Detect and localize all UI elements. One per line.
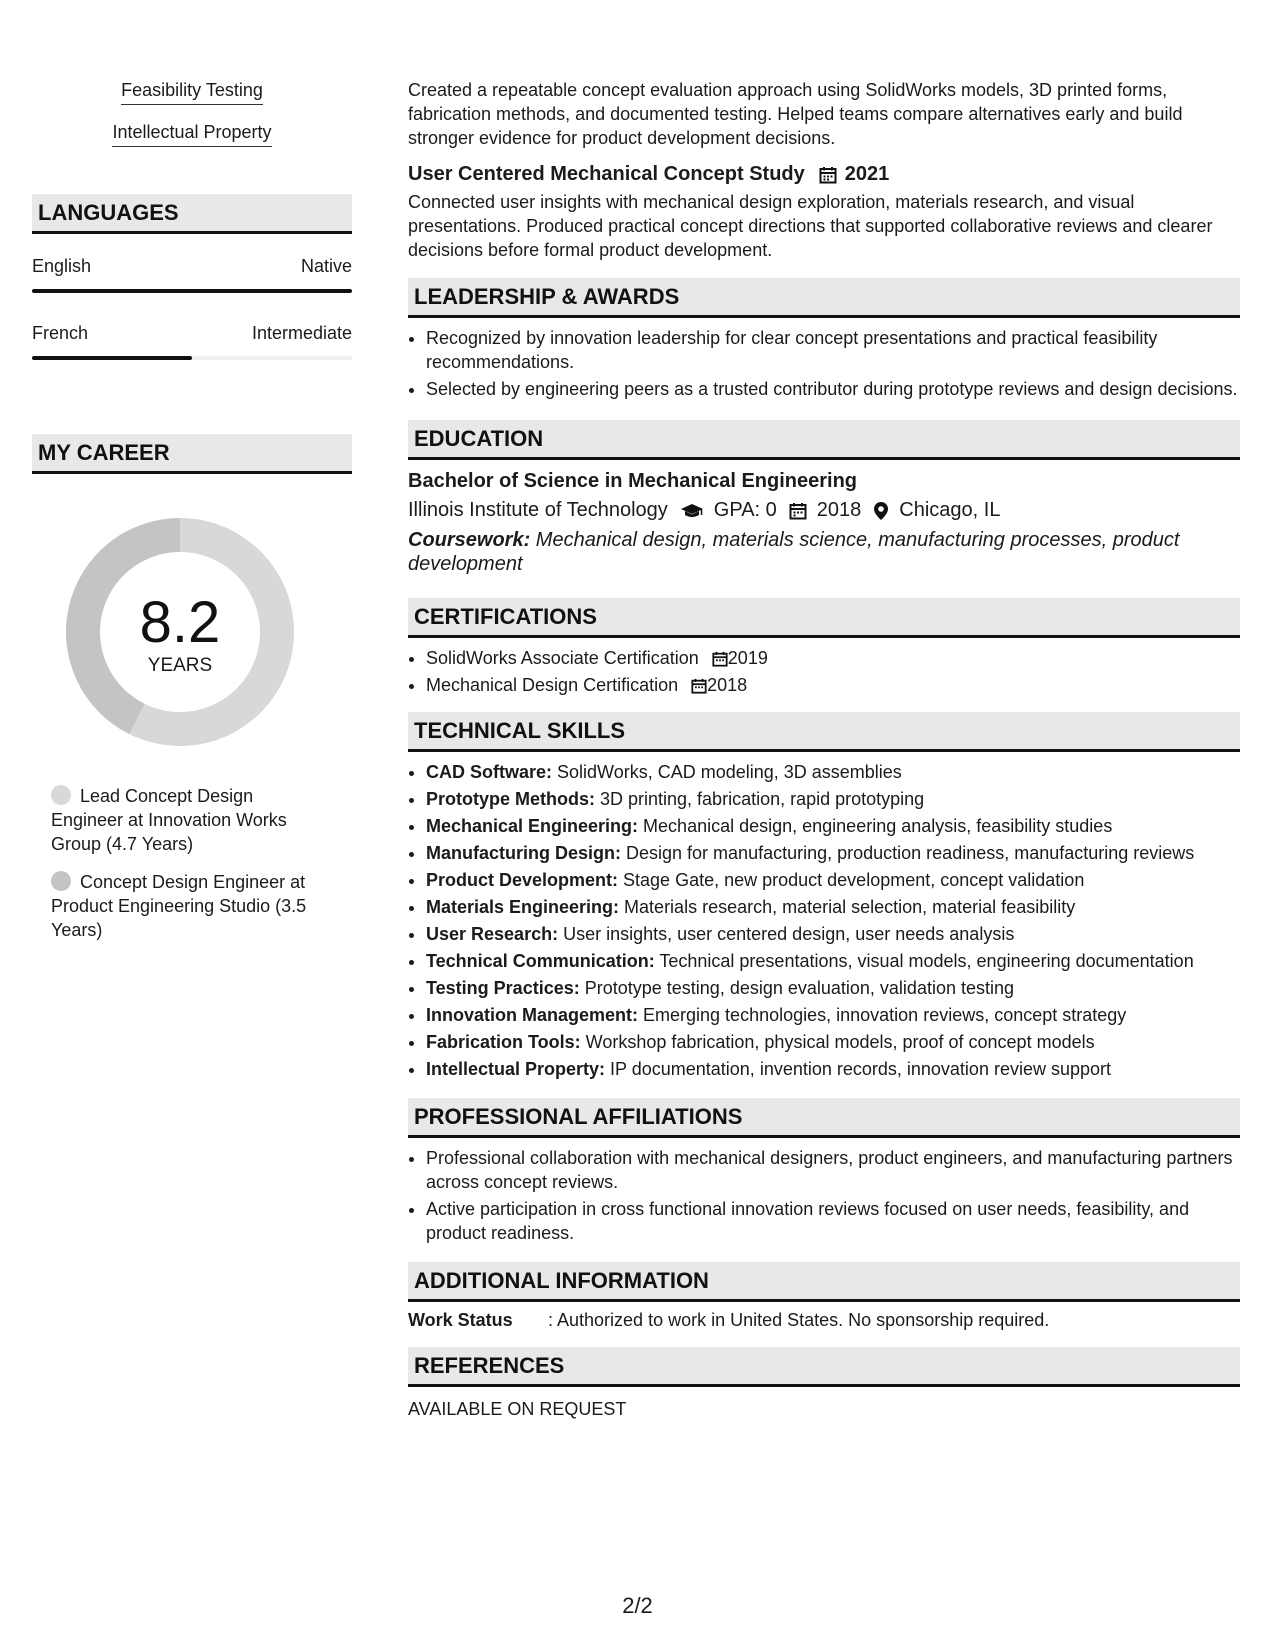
list-item: • Mechanical Design Certification 2018 (426, 673, 1240, 697)
references-text: AVAILABLE ON REQUEST (408, 1399, 627, 1419)
leadership-heading: LEADERSHIP & AWARDS (408, 278, 1240, 318)
work-status-value: : Authorized to work in United States. No sponsorship required. (548, 1310, 1050, 1330)
additional-info-heading: ADDITIONAL INFORMATION (408, 1262, 1240, 1302)
map-pin-icon (873, 501, 889, 521)
references-heading: REFERENCES (408, 1347, 1240, 1387)
education-location: Chicago, IL (899, 499, 1001, 521)
project-title: User Centered Mechanical Concept Study (408, 163, 805, 185)
affiliations-list (408, 1146, 1240, 1245)
project-title-row (408, 163, 1240, 186)
graduation-cap-icon (680, 502, 704, 520)
technical-skills-list (408, 760, 1240, 1081)
career-total-unit: YEARS (147, 655, 213, 676)
education-degree: Bachelor of Science in Mechanical Engineering (408, 470, 858, 492)
list-item: • User Research: User insights, user centered design, user needs analysis (426, 922, 1240, 946)
skill-tag: Feasibility Testing (32, 80, 352, 105)
leadership-list (408, 326, 1240, 401)
language-level: Intermediate (251, 323, 352, 343)
list-item: • Materials Engineering: Materials research, material selection, material feasibility (426, 895, 1240, 919)
education-details (408, 499, 1240, 522)
calendar-icon (819, 163, 837, 186)
language-name: English (32, 256, 92, 276)
education-heading: EDUCATION (408, 420, 1240, 460)
career-heading: MY CAREER (32, 434, 352, 474)
career-legend-item: Lead Concept Design Engineer at Innovation Works Group (4.7 Years) (51, 786, 287, 854)
affiliations-heading: PROFESSIONAL AFFILIATIONS (408, 1098, 1240, 1138)
list-item: • SolidWorks Associate Certification 2019 (426, 646, 1240, 670)
languages-heading: LANGUAGES (32, 194, 352, 234)
project-year: 2021 (844, 163, 890, 185)
list-item: • Technical Communication: Technical presentations, visual models, engineering documentation (426, 949, 1240, 973)
work-status-label: Work Status (408, 1310, 513, 1330)
right-column (408, 78, 1240, 1421)
calendar-icon (691, 675, 707, 695)
calendar-icon (789, 502, 807, 520)
education-year: 2018 (816, 499, 862, 521)
language-bar (32, 356, 352, 360)
language-bar-fill (32, 356, 192, 360)
certifications-list (408, 646, 1240, 697)
career-donut (66, 518, 294, 746)
technical-skills-heading: TECHNICAL SKILLS (408, 712, 1240, 752)
project-description: Connected user insights with mechanical design exploration, materials research, and visual presentations. Produced practical concept directions that supported collaborative reviews and clearer decisions before formal product development. (408, 192, 1213, 260)
legend-dot-icon (51, 785, 71, 805)
list-item: • Selected by engineering peers as a trusted contributor during prototype reviews and design decisions. (426, 377, 1240, 401)
language-bar (32, 289, 352, 293)
calendar-icon (712, 648, 728, 668)
list-item: • Testing Practices: Prototype testing, design evaluation, validation testing (426, 976, 1240, 1000)
education-coursework: Coursework: Mechanical design, materials science, manufacturing processes, product development (408, 529, 1180, 575)
language-item (32, 323, 352, 360)
project-intro-paragraph: Created a repeatable concept evaluation approach using SolidWorks models, 3D printed forms, fabrication methods, and documented testing. Helped teams compare alternatives early and build stronger evidence for product development decisions. (408, 80, 1183, 148)
list-item: • Fabrication Tools: Workshop fabrication, physical models, proof of concept models (426, 1030, 1240, 1054)
legend-dot-icon (51, 871, 71, 891)
left-column (32, 80, 352, 956)
education-school: Illinois Institute of Technology (408, 499, 668, 521)
language-item (32, 256, 352, 293)
education-gpa: GPA: 0 (713, 499, 777, 521)
language-level: Native (300, 256, 352, 276)
career-legend (51, 784, 316, 942)
list-item: • Recognized by innovation leadership for clear concept presentations and practical feasibility recommendations. (426, 326, 1240, 374)
career-total-value: 8.2 (139, 590, 221, 655)
list-item: • Prototype Methods: 3D printing, fabrication, rapid prototyping (426, 787, 1240, 811)
language-name: French (32, 323, 89, 343)
list-item: • Innovation Management: Emerging technologies, innovation reviews, concept strategy (426, 1003, 1240, 1027)
page-number: 2/2 (622, 1593, 653, 1618)
work-status-row (408, 1310, 1240, 1331)
list-item: • Manufacturing Design: Design for manufacturing, production readiness, manufacturing reviews (426, 841, 1240, 865)
language-bar-fill (32, 289, 352, 293)
list-item: • Active participation in cross functional innovation reviews focused on user needs, feasibility, and product readiness. (426, 1197, 1240, 1245)
certifications-heading: CERTIFICATIONS (408, 598, 1240, 638)
list-item: • Intellectual Property: IP documentation, invention records, innovation review support (426, 1057, 1240, 1081)
list-item: • CAD Software: SolidWorks, CAD modeling, 3D assemblies (426, 760, 1240, 784)
list-item: • Professional collaboration with mechanical designers, product engineers, and manufacturing partners across concept reviews. (426, 1146, 1240, 1194)
skill-tag: Intellectual Property (32, 122, 352, 147)
list-item: • Product Development: Stage Gate, new product development, concept validation (426, 868, 1240, 892)
career-legend-item: Concept Design Engineer at Product Engineering Studio (3.5 Years) (51, 872, 307, 940)
list-item: • Mechanical Engineering: Mechanical design, engineering analysis, feasibility studies (426, 814, 1240, 838)
